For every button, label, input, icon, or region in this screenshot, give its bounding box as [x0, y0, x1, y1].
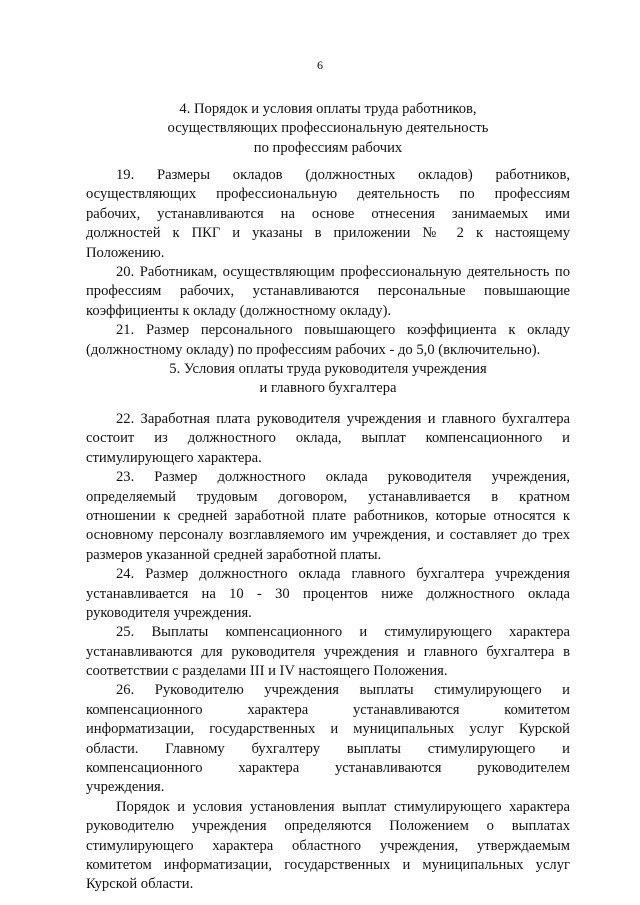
text-line: Порядок и условия установления выплат стимулирующего характера	[116, 798, 570, 815]
text-line: должностей к ПКГ и указаны в приложении № 2 к настоящему	[86, 225, 570, 242]
text-line: коэффициенты к окладу (должностному окладу).	[86, 302, 392, 319]
paragraph-24	[86, 565, 570, 623]
text-line: состоит из должностного оклада, выплат компенсационного и	[86, 430, 570, 447]
text-line: 19. Размеры окладов (должностных окладов) работников,	[116, 167, 570, 183]
text-line: основному персоналу возглавляемого им учреждения, и составляет до трех	[86, 527, 570, 544]
text-line: размеров указанной средней заработной платы.	[86, 546, 382, 563]
text-line: компенсационного характера устанавливаются комитетом	[86, 701, 570, 718]
heading-line: 4. Порядок и условия оплаты труда работников,	[179, 101, 477, 117]
text-line: 20. Работникам, осуществляющим профессиональную деятельность по	[116, 263, 570, 280]
text-line: области. Главному бухгалтеру выплаты стимулирующего и	[86, 740, 570, 757]
text-line: 24. Размер должностного оклада главного бухгалтера учреждения	[116, 566, 570, 583]
text-line: комитетом информатизации, государственных и муниципальных услуг	[86, 856, 570, 873]
heading-line: по профессиям рабочих	[253, 139, 403, 156]
text-line: рабочих, устанавливаются на основе отнесения занимаемых ими	[86, 205, 570, 222]
section-5-heading	[86, 360, 570, 399]
text-line: руководителя учреждения.	[86, 604, 252, 621]
text-line: осуществляющих профессиональную деятельность по профессиям	[86, 186, 570, 203]
text-line: (должностному окладу) по профессиям рабочих - до 5,0 (включительно).	[86, 341, 541, 358]
text-line: Положению.	[86, 244, 165, 261]
text-line: 22. Заработная плата руководителя учреждения и главного бухгалтера	[116, 411, 570, 427]
paragraph-22	[86, 410, 570, 468]
text-line: стимулирующего характера областного учреждения, утверждаемым	[86, 837, 570, 854]
heading-line: 5. Условия оплаты труда руководителя учреждения	[169, 361, 487, 377]
text-line: 25. Выплаты компенсационного и стимулирующего характера	[116, 624, 570, 641]
text-line: профессиям рабочих, устанавливаются персональные повышающие	[86, 283, 570, 300]
heading-line: осуществляющих профессиональную деятельность	[167, 120, 489, 137]
paragraph-26	[86, 681, 570, 797]
paragraph-20	[86, 263, 570, 321]
text-line: руководителю учреждения определяются Положением о выплатах	[86, 818, 570, 835]
text-line: определяемый трудовым договором, устанавливается в кратном	[86, 488, 570, 505]
paragraph-25	[86, 623, 570, 681]
text-line: отношении к средней заработной плате работников, которые относятся к	[86, 507, 570, 524]
page-number: 6	[317, 58, 323, 72]
text-line: 23. Размер должностного оклада руководителя учреждения,	[116, 469, 570, 486]
text-line: стимулирующего характера.	[86, 449, 262, 466]
text-line: учреждения.	[86, 779, 165, 796]
section-5-body	[86, 410, 570, 895]
heading-line: и главного бухгалтера	[259, 380, 397, 397]
text-line: устанавливается на 10 - 30 процентов ниже должностного оклада	[86, 585, 570, 602]
text-line: 26. Руководителю учреждения выплаты стимулирующего и	[116, 682, 570, 699]
text-line: информатизации, государственных и муниципальных услуг Курской	[86, 721, 570, 738]
section-4-body	[86, 166, 570, 360]
section-4-heading	[86, 100, 570, 158]
text-line: Курской области.	[86, 876, 194, 893]
text-line: устанавливаются для руководителя учреждения и главного бухгалтера в	[86, 643, 570, 660]
paragraph-23	[86, 468, 570, 565]
text-line: компенсационного характера устанавливаются руководителем	[86, 760, 570, 777]
paragraph-19	[86, 166, 570, 263]
paragraph-21	[86, 321, 570, 360]
text-line: 21. Размер персонального повышающего коэффициента к окладу	[116, 322, 570, 339]
paragraph-procedure	[86, 798, 570, 895]
text-line: соответствии с разделами III и IV настоящего Положения.	[86, 663, 448, 680]
